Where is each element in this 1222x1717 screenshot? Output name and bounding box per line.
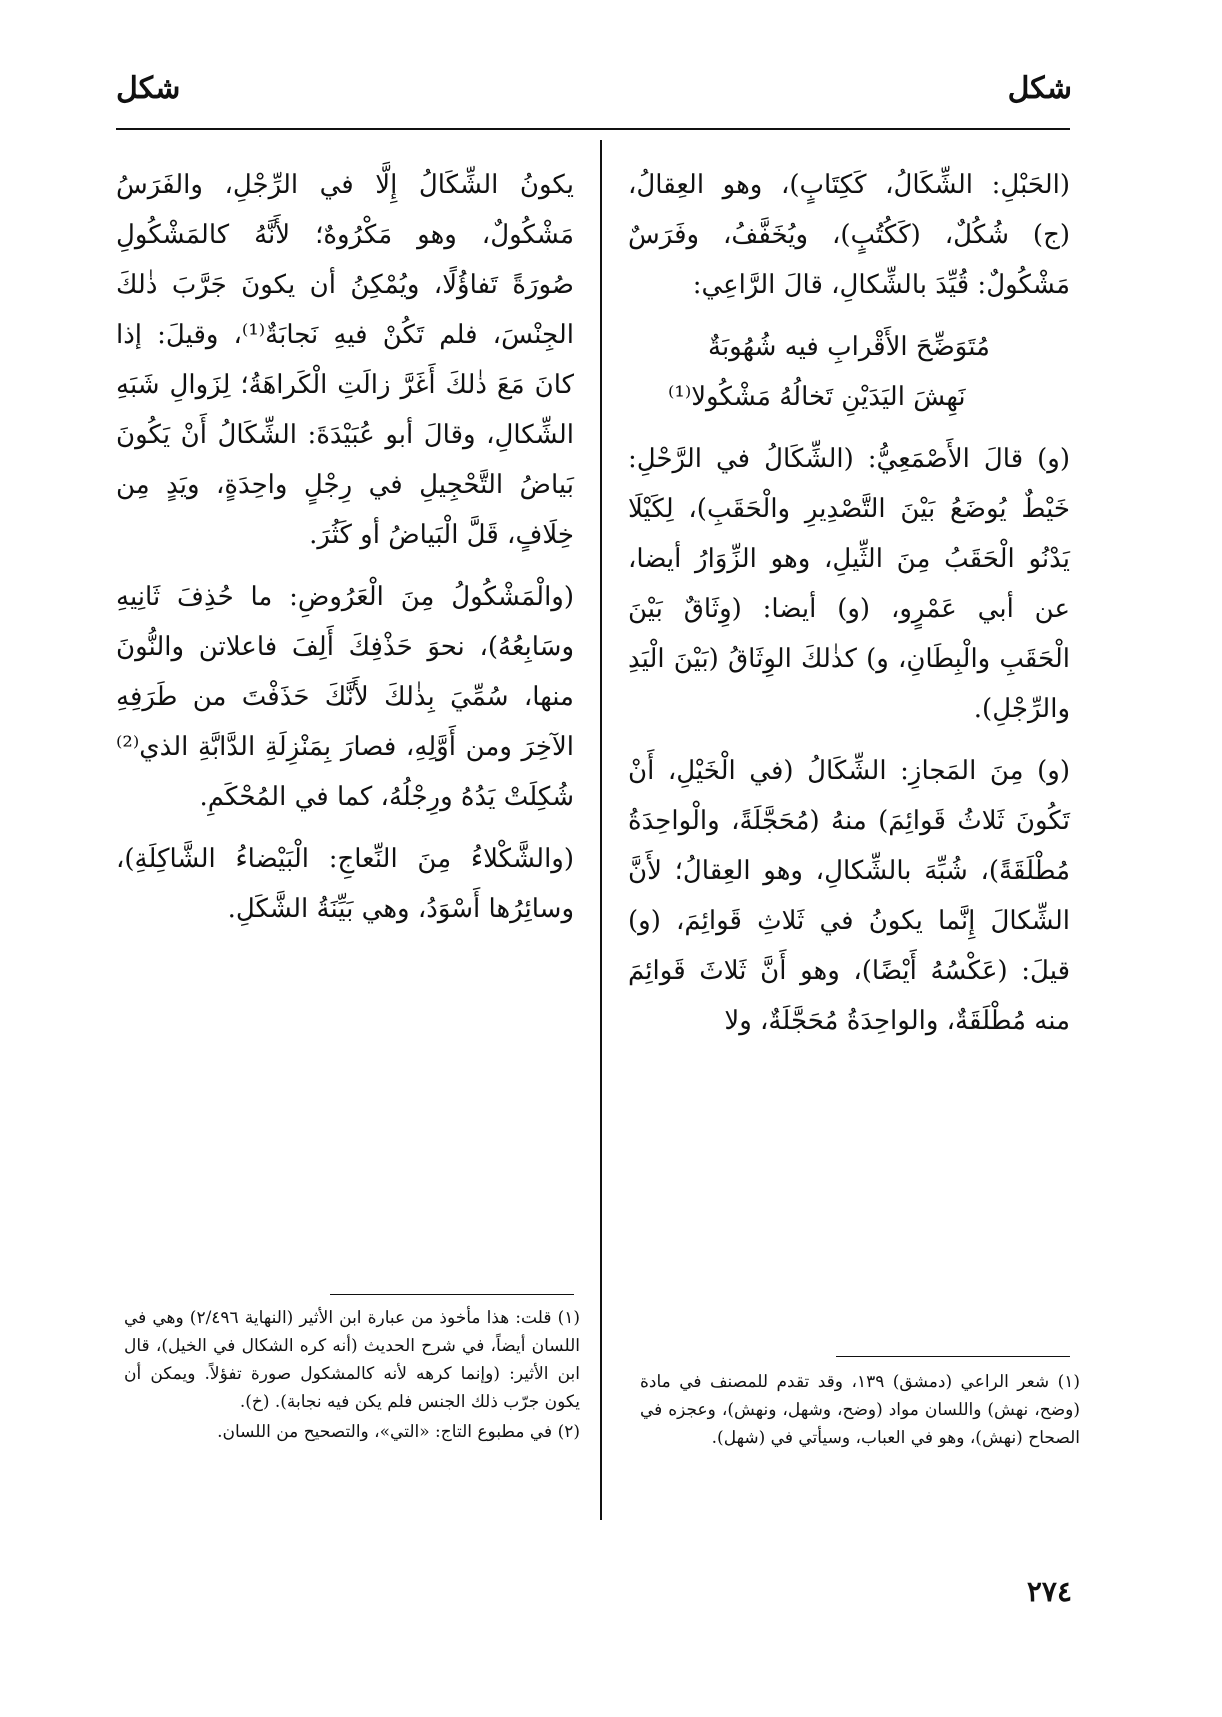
page-number: ٢٧٤ (1026, 1575, 1072, 1608)
verse-line: مُتَوَضِّحَ الأَقْرابِ فيه شُهُوبَةٌ (708, 332, 990, 362)
footnote: (١) قلت: هذا مأخوذ من عبارة ابن الأثير (النهاية ٢/٤٩٦) وهي في اللسان أيضاً، في شرح الحديث (أنه كره الشكال في الخيل)، قال ابن الأثير: (وإنما كرهه لأنه كالمشكول صورة تفؤلاً. ويمكن أن يكون جرّب ذلك الجنس فلم يكن فيه نجابة). (خ). (124, 1308, 580, 1412)
footnotes-right (640, 1368, 1080, 1454)
header-keyword-right: شكل (1007, 71, 1072, 106)
footnote-rule-left (330, 1294, 574, 1295)
footnote-rule-right (836, 1356, 1070, 1357)
footnotes-left (124, 1304, 580, 1448)
paragraph: (الحَبْلِ: الشِّكَالُ، كَكِتَابٍ)، وهو العِقالُ، (ج) شُكُلٌ، (كَكُتُبٍ)، ويُخَفَّفُ، وفَرَسٌ مَشْكُولٌ: قُيِّدَ بالشِّكالِ، قالَ الرَّاعِي: (628, 170, 1070, 300)
header-keyword-left: شكل (116, 71, 181, 106)
paragraph: (و) قالَ الأَصْمَعِيُّ: (الشِّكَالُ في الرَّحْلِ: خَيْطٌ يُوضَعُ بَيْنَ التَّصْدِيرِ والْحَقَبِ)، لِكَيْلَا يَدْنُو الْحَقَبُ مِنَ الثِّيلِ، وهو الزِّوَارُ أيضا، عن أبي عَمْرٍو، (و) أيضا: (وِثَاقٌ بَيْنَ الْحَقَبِ والْبِطَانِ، و) كذٰلكَ الوِثَاقُ (بَيْنَ الْيَدِ والرِّجْلِ). (628, 444, 1070, 724)
header-rule (116, 128, 1070, 130)
paragraph: (والْمَشْكُولُ مِنَ الْعَرُوضِ: ما حُذِفَ ثَانِيهِ وسَابِعُهُ)، نحوَ حَذْفِكَ أَلِفَ فاعلاتن والنُّونَ منها، سُمِّيَ بِذٰلكَ لأَنَّكَ حَذَفْتَ من طَرَفِهِ الآخِرَ ومن أَوَّلِهِ، فصارَ بِمَنْزِلَةِ الدَّابَّةِ الذي⁽²⁾ شُكِلَتْ يَدُهُ ورِجْلُهُ، كما في المُحْكَمِ. (116, 582, 574, 812)
paragraph: (و) مِنَ المَجازِ: الشِّكَالُ (في الْخَيْلِ، أَنْ تَكُونَ ثَلاثُ قَوائِمَ) منهُ (مُحَجَّلَةً، والْواحِدَةُ مُطْلَقَةً)، شُبِّهَ بالشِّكالِ، وهو العِقالُ؛ لأَنَّ الشِّكالَ إِنَّما يكونُ في ثَلاثِ قَوائِمَ، (و) قيلَ: (عَكْسُهُ أَيْضًا)، وهو أَنَّ ثَلاثَ قَوائِمَ منه مُطْلَقَةٌ، والواحِدَةُ مُحَجَّلَةٌ، ولا (628, 756, 1070, 1036)
paragraph: (والشَّكْلاءُ مِنَ النِّعاجِ: الْبَيْضاءُ الشَّاكِلَةِ)، وسائِرُها أَسْوَدُ، وهي بَيِّنَةُ الشَّكَلِ. (116, 844, 574, 924)
verse-line: نَهِشَ اليَدَيْنِ تَخالُهُ مَشْكُولا⁽¹⁾ (668, 382, 966, 412)
footnote: (١) شعر الراعي (دمشق) ١٣٩، وقد تقدم للمصنف في مادة (وضح، نهش) واللسان مواد (وضح، وشهل، ونهش)، وعجزه في الصحاح (نهش)، وهو في العباب، وسيأتي في (شهل). (640, 1372, 1080, 1448)
left-column (116, 160, 574, 946)
paragraph: يكونُ الشِّكَالُ إِلَّا في الرِّجْلِ، والفَرَسُ مَشْكُولٌ، وهو مَكْرُوهٌ؛ لأَنَّهُ كالمَشْكُولِ صُورَةً تَفاؤُلًا، ويُمْكِنُ أن يكونَ جَرَّبَ ذٰلكَ الجِنْسَ، فلم تَكُنْ فيهِ نَجابَةٌ⁽¹⁾، وقيلَ: إذا كانَ مَعَ ذٰلكَ أَغَرَّ زالَتِ الْكَراهَةُ؛ لِزَوالِ شَبَهِ الشِّكالِ، وقالَ أبو عُبَيْدَةَ: الشِّكَالُ أَنْ يَكُونَ بَياضُ التَّحْجِيلِ في رِجْلٍ واحِدَةٍ، ويَدٍ مِن خِلَافٍ، قَلَّ الْبَياضُ أو كَثُرَ. (116, 170, 574, 550)
footnote: (٢) في مطبوع التاج: «التي»، والتصحيح من اللسان. (217, 1422, 580, 1442)
column-divider (600, 140, 602, 1520)
right-column (628, 160, 1070, 1058)
